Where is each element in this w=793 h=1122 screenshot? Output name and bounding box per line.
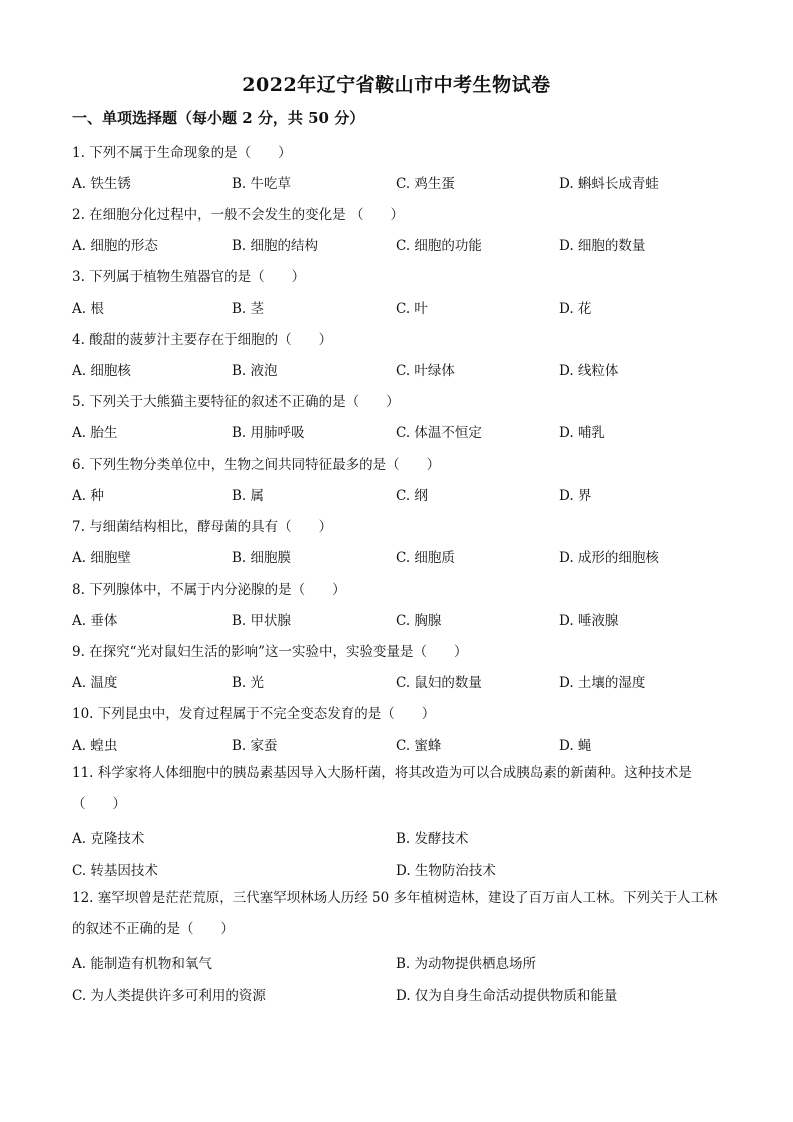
question-options-12-row1 (72, 952, 722, 972)
option-b: B. 发酵技术 (396, 831, 469, 847)
option-d: D. 线粒体 (559, 363, 619, 379)
option-c: C. 胸腺 (396, 613, 442, 629)
option-c: C. 细胞质 (396, 550, 455, 566)
option-a: A. 根 (72, 301, 104, 317)
option-b: B. 为动物提供栖息场所 (396, 956, 537, 972)
question-options-3 (72, 297, 722, 317)
question-stem-3: 3. 下列属于植物生殖器官的是（ ） (72, 269, 306, 285)
option-b: B. 细胞的结构 (232, 238, 319, 254)
option-d: D. 仅为自身生命活动提供物质和能量 (396, 988, 618, 1004)
option-b: B. 细胞膜 (232, 550, 292, 566)
question-stem-5: 5. 下列关于大熊猫主要特征的叙述不正确的是（ ） (72, 394, 400, 410)
option-b: B. 家蚕 (232, 738, 278, 754)
section-heading: 一、单项选择题（每小题 2 分，共 50 分） (72, 109, 365, 127)
option-d: D. 土壤的湿度 (559, 675, 646, 691)
question-stem-7: 7. 与细菌结构相比，酵母菌的具有（ ） (72, 519, 333, 535)
option-a: A. 垂体 (72, 613, 118, 629)
option-b: B. 光 (232, 675, 265, 691)
option-d: D. 蝇 (559, 738, 592, 754)
page-title: 2022年辽宁省鞍山市中考生物试卷 (242, 74, 551, 96)
option-c: C. 蜜蜂 (396, 738, 442, 754)
question-options-4 (72, 359, 722, 379)
option-a: A. 铁生锈 (72, 176, 131, 192)
question-options-11-row1 (72, 827, 722, 847)
question-stem-9: 9. 在探究“光对鼠妇生活的影响”这一实验中，实验变量是（ ） (72, 644, 468, 660)
question-options-10 (72, 734, 722, 754)
option-b: B. 属 (232, 488, 265, 504)
option-a: A. 细胞壁 (72, 550, 131, 566)
question-options-12-row2 (72, 984, 722, 1004)
option-c: C. 细胞的功能 (396, 238, 482, 254)
option-b: B. 甲状腺 (232, 613, 292, 629)
question-stem-1: 1. 下列不属于生命现象的是（ ） (72, 145, 292, 161)
option-b: B. 茎 (232, 301, 265, 317)
option-a: A. 克隆技术 (72, 831, 145, 847)
option-c: C. 鼠妇的数量 (396, 675, 482, 691)
option-d: D. 哺乳 (559, 425, 605, 441)
option-b: B. 牛吃草 (232, 176, 292, 192)
option-c: C. 纲 (396, 488, 428, 504)
option-d: D. 唾液腺 (559, 613, 619, 629)
option-a: A. 细胞的形态 (72, 238, 158, 254)
question-options-5 (72, 421, 722, 441)
question-stem-10: 10. 下列昆虫中，发育过程属于不完全变态发育的是（ ） (72, 706, 436, 722)
option-a: A. 温度 (72, 675, 118, 691)
option-b: B. 液泡 (232, 363, 278, 379)
option-a: A. 胎生 (72, 425, 118, 441)
option-d: D. 花 (559, 301, 592, 317)
option-d: D. 界 (559, 488, 592, 504)
option-d: D. 蝌蚪长成青蛙 (559, 176, 659, 192)
option-c: C. 鸡生蛋 (396, 176, 455, 192)
option-a: A. 细胞核 (72, 363, 131, 379)
option-c: C. 为人类提供许多可利用的资源 (72, 988, 266, 1004)
question-options-2 (72, 234, 722, 254)
question-options-1 (72, 172, 722, 192)
question-stem-6: 6. 下列生物分类单位中，生物之间共同特征最多的是（ ） (72, 457, 441, 473)
question-stem-2: 2. 在细胞分化过程中，一般不会发生的变化是 （ ） (72, 207, 404, 223)
question-options-7 (72, 546, 722, 566)
question-stem-11: 11. 科学家将人体细胞中的胰岛素基因导入大肠杆菌，将其改造为可以合成胰岛素的新菌种。这种技术是（ ） (72, 765, 692, 812)
option-a: A. 能制造有机物和氧气 (72, 956, 212, 972)
option-b: B. 用肺呼吸 (232, 425, 305, 441)
option-c: C. 转基因技术 (72, 863, 158, 879)
question-stem-4: 4. 酸甜的菠萝汁主要存在于细胞的（ ） (72, 332, 333, 348)
option-c: C. 体温不恒定 (396, 425, 482, 441)
question-options-11-row2 (72, 859, 722, 879)
option-d: D. 细胞的数量 (559, 238, 646, 254)
question-options-8 (72, 609, 722, 629)
question-stem-12: 12. 塞罕坝曾是茫茫荒原，三代塞罕坝林场人历经 50 多年植树造林，建设了百万亩人工林。下列关于人工林的叙述不正确的是（ ） (72, 890, 718, 937)
option-c: C. 叶绿体 (396, 363, 455, 379)
option-d: D. 成形的细胞核 (559, 550, 659, 566)
option-a: A. 种 (72, 488, 104, 504)
question-stem-8: 8. 下列腺体中，不属于内分泌腺的是（ ） (72, 582, 346, 598)
option-c: C. 叶 (396, 301, 428, 317)
option-a: A. 蝗虫 (72, 738, 118, 754)
option-d: D. 生物防治技术 (396, 863, 496, 879)
question-options-9 (72, 671, 722, 691)
question-options-6 (72, 484, 722, 504)
